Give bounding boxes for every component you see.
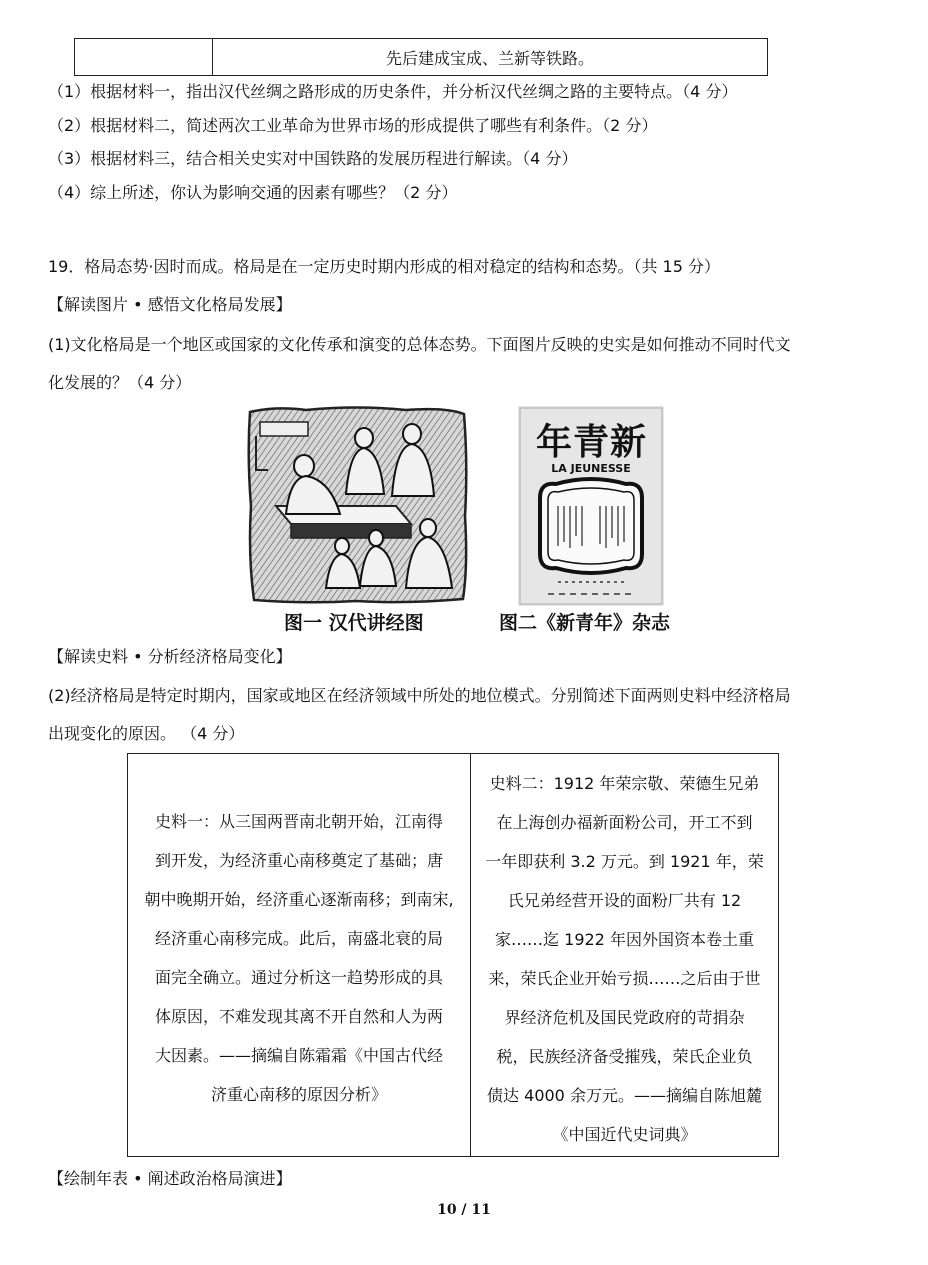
q19-part1-line2: 化发展的？（4 分） [48,373,192,392]
source-2-line: 史料二：1912 年荣宗敬、荣德生兄弟 [489,774,760,793]
figure-2-caption: 图二《新青年》杂志 [499,612,671,634]
source-1-line: 体原因，不难发现其离不开自然和人为两 [154,1007,443,1026]
figure-new-youth-cover-image [518,406,664,606]
source-1-line: 大因素。——摘编自陈霜霜《中国古代经 [154,1046,443,1065]
source-1-line: 面完全确立。通过分析这一趋势形成的具 [154,968,443,987]
q19-title: 19．格局态势·因时而成。格局是在一定历史时期内形成的相对稳定的结构和态势。（共 15 分） [48,257,720,276]
q19-part2-line2: 出现变化的原因。 （4 分） [48,724,245,743]
cover-title-char-1: 年 [535,421,573,463]
sources-table [127,753,779,1157]
top-table-right-cell: 先后建成宝成、兰新等铁路。 [385,48,594,68]
section-heading-economy: 【解读史料 • 分析经济格局变化】 [48,647,292,666]
source-2-line: 来，荣氏企业开始亏损……之后由于世 [488,969,761,988]
section-heading-culture: 【解读图片 • 感悟文化格局发展】 [48,295,292,314]
source-2-line: 《中国近代史词典》 [552,1125,697,1144]
q18-subquestion-2: （2）根据材料二，简述两次工业革命为世界市场的形成提供了哪些有利条件。（2 分） [48,116,658,135]
source-1-line: 史料一：从三国两晋南北朝开始，江南得 [154,812,443,831]
source-1-line: 经济重心南移完成。此后，南盛北衰的局 [154,929,443,948]
top-table-left-cell [75,39,213,75]
source-2-line: 债达 4000 余万元。——摘编自陈旭麓 [487,1086,762,1105]
cover-title-char-3: 新 [609,421,647,463]
q18-subquestion-1: （1）根据材料一，指出汉代丝绸之路形成的历史条件，并分析汉代丝绸之路的主要特点。（4 分） [48,82,738,101]
top-table-fragment [74,38,768,76]
source-2-line: 氏兄弟经营开设的面粉厂共有 12 [507,891,742,910]
source-2-line: 税，民族经济备受摧残，荣氏企业负 [496,1047,753,1066]
q19-part2-line1: (2)经济格局是特定时期内，国家或地区在经济领域中所处的地位模式。分别简述下面两则史料中经济格局 [48,686,791,705]
section-heading-politics: 【绘制年表 • 阐述政治格局演进】 [48,1169,292,1188]
source-2-line: 在上海创办福新面粉公司，开工不到 [496,813,753,832]
cover-title-char-2: 青 [572,421,610,463]
figure-1-caption: 图一 汉代讲经图 [284,612,424,634]
source-1-line: 朝中晚期开始，经济重心逐渐南移；到南宋, [144,890,454,909]
page-number: 10 / 11 [437,1202,491,1218]
source-2-cell [471,754,778,1156]
source-1-cell [128,754,471,1156]
q19-part1-line1: (1)文化格局是一个地区或国家的文化传承和演变的总体态势。下面图片反映的史实是如何推动不同时代文 [48,335,791,354]
q18-subquestion-3: （3）根据材料三，结合相关史实对中国铁路的发展历程进行解读。（4 分） [48,149,578,168]
source-2-line: 界经济危机及国民党政府的苛捐杂 [504,1008,745,1027]
source-1-line: 到开发，为经济重心南移奠定了基础；唐 [154,851,443,870]
cover-subtitle: LA JEUNESSE [551,462,631,475]
source-1-line: 济重心南移的原因分析》 [210,1085,387,1104]
source-2-line: 一年即获利 3.2 万元。到 1921 年，荣 [485,852,764,871]
figure-han-lecture-image [246,406,468,604]
q18-subquestion-4: （4）综上所述，你认为影响交通的因素有哪些？（2 分） [48,183,458,202]
source-2-line: 家……迄 1922 年因外国资本卷土重 [495,930,754,949]
